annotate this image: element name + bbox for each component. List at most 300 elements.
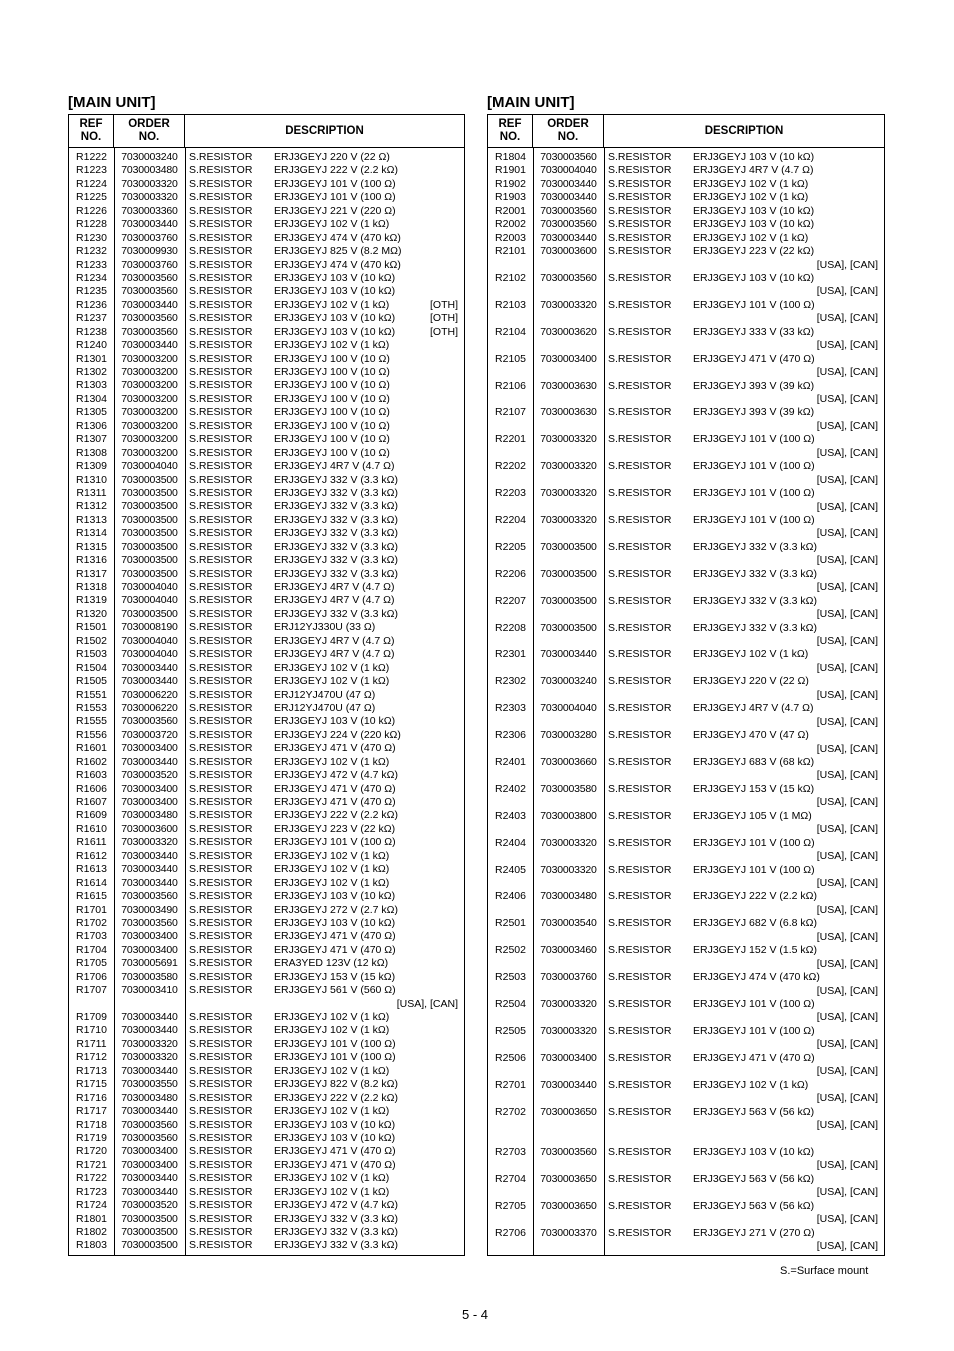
part-description: ERJ3GEYJ 471 V (470 Ω) [274, 1158, 396, 1171]
order-no: 7030003320 [121, 1051, 178, 1064]
region-note: [USA], [CAN] [816, 258, 878, 271]
part-type: S.RESISTOR [189, 1105, 253, 1118]
parts-table-left [68, 114, 465, 1256]
ref-no: R2502 [495, 944, 526, 957]
order-no: 7030003200 [121, 433, 178, 446]
part-type: S.RESISTOR [608, 1199, 672, 1212]
order-no: 7030003500 [121, 1226, 178, 1239]
order-no: 7030003560 [121, 890, 178, 903]
table-row [488, 514, 884, 541]
order-no: 7030003500 [540, 621, 597, 634]
part-description: ERJ3GEYJ 221 V (220 Ω) [274, 204, 396, 217]
part-type: S.RESISTOR [189, 204, 253, 217]
order-no: 7030003480 [540, 890, 597, 903]
part-type: S.RESISTOR [189, 540, 253, 553]
part-type: S.RESISTOR [608, 1105, 672, 1118]
order-no: 7030003600 [540, 245, 597, 258]
order-no: 7030003600 [121, 822, 178, 835]
ref-no: R1235 [76, 285, 107, 298]
part-description: ERJ3GEYJ 4R7 V (4.7 Ω) [693, 164, 814, 177]
table-row [488, 205, 884, 218]
table-row [69, 635, 464, 648]
table-body [69, 148, 464, 1255]
table-row [488, 1025, 884, 1052]
part-description: ERJ3GEYJ 100 V (10 Ω) [274, 352, 390, 365]
order-no: 7030008190 [121, 621, 178, 634]
table-row [488, 191, 884, 204]
part-type: S.RESISTOR [189, 231, 253, 244]
table-row [488, 944, 884, 971]
order-no: 7030003560 [121, 285, 178, 298]
table-row [69, 460, 464, 473]
ref-no: R1225 [76, 191, 107, 204]
order-no: 7030003360 [121, 204, 178, 217]
part-type: S.RESISTOR [608, 325, 672, 338]
table-row [69, 205, 464, 218]
table-row [69, 353, 464, 366]
region-note: [USA], [CAN] [816, 769, 878, 782]
table-row [69, 259, 464, 272]
ref-no: R1721 [76, 1158, 107, 1171]
table-row [488, 595, 884, 622]
part-description: ERJ3GEYJ 100 V (10 Ω) [274, 392, 390, 405]
order-no: 7030003440 [121, 876, 178, 889]
part-type: S.RESISTOR [189, 285, 253, 298]
order-no: 7030003500 [540, 567, 597, 580]
ref-no: R2202 [495, 460, 526, 473]
ref-no: R1233 [76, 258, 107, 271]
ref-no: R2704 [495, 1172, 526, 1185]
table-row [69, 957, 464, 970]
ref-no: R1504 [76, 661, 107, 674]
part-type: S.RESISTOR [189, 1212, 253, 1225]
ref-no: R1722 [76, 1172, 107, 1185]
order-no: 7030003440 [540, 1078, 597, 1091]
table-row [69, 1213, 464, 1226]
table-row [488, 917, 884, 944]
ref-no: R2001 [495, 204, 526, 217]
order-no: 7030004040 [540, 164, 597, 177]
part-description: ERJ12YJ330U (33 Ω) [274, 621, 376, 634]
part-description: ERJ3GEYJ 100 V (10 Ω) [274, 366, 390, 378]
order-no: 7030003440 [121, 1064, 178, 1077]
ref-no: R1313 [76, 513, 107, 526]
part-description: ERJ3GEYJ 103 V (10 kΩ) [274, 890, 396, 903]
part-type: S.RESISTOR [189, 594, 253, 607]
table-row [69, 1051, 464, 1064]
order-no: 7030003480 [121, 1091, 178, 1104]
table-row [69, 1159, 464, 1172]
part-description: ERJ3GEYJ 103 V (10 kΩ) [274, 916, 396, 929]
order-no: 7030003440 [121, 218, 178, 231]
part-description: ERJ3GEYJ 4R7 V (4.7 Ω) [274, 634, 395, 647]
part-type: S.RESISTOR [189, 352, 253, 365]
order-no: 7030003500 [121, 1212, 178, 1225]
table-row [69, 151, 464, 164]
table-row [488, 178, 884, 191]
part-description: ERJ3GEYJ 563 V (56 kΩ) [USA], [CAN] [693, 1105, 878, 1131]
part-type: S.RESISTOR [608, 298, 672, 311]
part-type: S.RESISTOR [189, 1239, 253, 1252]
part-description: ERJ3GEYJ 683 V (68 kΩ) [USA], [CAN] [693, 755, 878, 782]
ref-no: R1903 [495, 191, 526, 204]
part-description: ERJ3GEYJ 100 V (10 Ω) [274, 446, 390, 459]
table-row [69, 299, 464, 312]
part-type: S.RESISTOR [608, 1226, 672, 1239]
table-row [69, 178, 464, 191]
table-row [69, 621, 464, 634]
order-no: 7030003400 [121, 943, 178, 956]
part-description: ERJ3GEYJ 103 V (10 kΩ) [693, 151, 815, 163]
part-type: S.RESISTOR [608, 675, 672, 688]
region-note: [USA], [CAN] [396, 997, 458, 1010]
ref-no: R1804 [495, 151, 526, 163]
ref-no: R1612 [76, 849, 107, 862]
part-description: ERJ3GEYJ 103 V (10 kΩ) [OTH] [274, 312, 458, 325]
region-note: [USA], [CAN] [816, 876, 878, 889]
order-no: 7030003320 [121, 177, 178, 190]
part-description: ERJ3GEYJ 102 V (1 kΩ) [274, 755, 390, 768]
part-description: ERJ3GEYJ 101 V (100 Ω) [274, 191, 396, 204]
order-no: 7030004040 [121, 634, 178, 647]
ref-no: R1305 [76, 406, 107, 419]
part-description: ERJ3GEYJ 332 V (3.3 kΩ) [274, 1239, 398, 1252]
ref-no: R1222 [76, 151, 107, 163]
part-type: S.RESISTOR [189, 876, 253, 889]
order-no: 7030003500 [540, 540, 597, 553]
table-row [69, 836, 464, 849]
order-no: 7030003400 [540, 352, 597, 365]
table-row [69, 1226, 464, 1239]
table-row [488, 272, 884, 299]
part-type: S.RESISTOR [189, 782, 253, 795]
region-note: [USA], [CAN] [816, 527, 878, 540]
order-no: 7030003200 [121, 379, 178, 392]
ref-no: R1240 [76, 339, 107, 352]
part-type: S.RESISTOR [189, 890, 253, 903]
ref-no: R1223 [76, 164, 107, 177]
part-description: ERJ3GEYJ 100 V (10 Ω) [274, 379, 390, 392]
table-row [69, 1199, 464, 1212]
order-no: 7030003650 [540, 1199, 597, 1212]
ref-no: R1232 [76, 245, 107, 258]
region-note: [USA], [CAN] [816, 1038, 878, 1051]
order-no: 7030003280 [540, 729, 597, 742]
order-no: 7030004040 [121, 460, 178, 473]
part-type: S.RESISTOR [189, 728, 253, 741]
table-row [69, 904, 464, 917]
order-no: 7030003320 [121, 1037, 178, 1050]
ref-no: R1704 [76, 943, 107, 956]
ref-no: R2105 [495, 352, 526, 365]
ref-no: R1304 [76, 392, 107, 405]
table-row [69, 594, 464, 607]
order-no: 7030003440 [121, 1105, 178, 1118]
part-type: S.RESISTOR [189, 1011, 253, 1024]
ref-no: R2703 [495, 1145, 526, 1158]
part-type: S.RESISTOR [189, 312, 253, 325]
ref-no: R2003 [495, 231, 526, 244]
table-row [69, 379, 464, 392]
table-row [488, 1146, 884, 1173]
part-description: ERJ3GEYJ 222 V (2.2 kΩ) [274, 809, 398, 822]
part-description: ERJ3GEYJ 103 V (10 kΩ) [693, 218, 815, 231]
region-note: [USA], [CAN] [816, 312, 878, 325]
order-no: 7030003630 [540, 379, 597, 392]
order-no: 7030003440 [121, 849, 178, 862]
ref-no: R2702 [495, 1105, 526, 1118]
table-row [488, 648, 884, 675]
order-no: 7030003320 [121, 191, 178, 204]
ref-no: R1503 [76, 648, 107, 661]
part-type: S.RESISTOR [608, 1078, 672, 1091]
part-type: S.RESISTOR [189, 392, 253, 405]
part-description: ERJ3GEYJ 223 V (22 kΩ) [USA], [CAN] [693, 245, 878, 271]
part-type: S.RESISTOR [189, 1185, 253, 1198]
ref-no: R2206 [495, 567, 526, 580]
part-type: S.RESISTOR [608, 540, 672, 553]
part-description: ERA3YED 123V (12 kΩ) [274, 957, 389, 970]
order-no: 7030004040 [121, 648, 178, 661]
ref-no: R2705 [495, 1199, 526, 1212]
ref-no: R1801 [76, 1212, 107, 1225]
table-row [69, 406, 464, 419]
region-note: [USA], [CAN] [816, 446, 878, 459]
order-no: 7030004040 [540, 702, 597, 715]
ref-no: R2402 [495, 782, 526, 795]
order-no: 7030003320 [540, 1024, 597, 1037]
order-no: 7030003370 [540, 1226, 597, 1239]
table-row [69, 285, 464, 298]
part-type: S.RESISTOR [189, 769, 253, 782]
part-type: S.RESISTOR [189, 258, 253, 271]
table-row [69, 218, 464, 231]
part-type: S.RESISTOR [189, 1199, 253, 1212]
order-no: 7030006220 [121, 701, 178, 714]
table-row [69, 339, 464, 352]
order-no: 7030003650 [540, 1172, 597, 1185]
ref-no: R1224 [76, 177, 107, 190]
part-type: S.RESISTOR [189, 661, 253, 674]
order-no: 7030003400 [121, 782, 178, 795]
part-type: S.RESISTOR [608, 648, 672, 661]
order-no: 7030003480 [121, 809, 178, 822]
part-description: ERJ3GEYJ 102 V (1 kΩ) [274, 675, 390, 688]
part-description: ERJ3GEYJ 105 V (1 MΩ) [USA], [CAN] [693, 809, 878, 836]
part-type: S.RESISTOR [189, 191, 253, 204]
part-type: S.RESISTOR [189, 621, 253, 634]
ref-no: R1310 [76, 473, 107, 486]
table-row [69, 863, 464, 876]
ref-no: R2101 [495, 245, 526, 258]
table-row [488, 729, 884, 756]
part-type: S.RESISTOR [189, 1145, 253, 1158]
table-row [69, 796, 464, 809]
table-row [69, 917, 464, 930]
part-description: ERJ3GEYJ 474 V (470 kΩ) [USA], [CAN] [693, 971, 878, 997]
footnote: S.=Surface mount [780, 1265, 869, 1277]
part-type: S.RESISTOR [608, 594, 672, 607]
ref-no: R1309 [76, 460, 107, 473]
ref-no: R2504 [495, 998, 526, 1010]
part-description: ERJ3GEYJ 101 V (100 Ω) [USA], [CAN] [693, 836, 878, 863]
part-type: S.RESISTOR [189, 715, 253, 728]
part-type: S.RESISTOR [189, 1078, 253, 1091]
part-description: ERJ3GEYJ 102 V (1 kΩ) [693, 231, 809, 244]
part-description: ERJ3GEYJ 152 V (1.5 kΩ) [USA], [CAN] [693, 944, 878, 970]
table-row [69, 1119, 464, 1132]
part-type: S.RESISTOR [608, 917, 672, 930]
order-no: 7030003200 [121, 392, 178, 405]
part-description: ERJ3GEYJ 332 V (3.3 kΩ) [274, 540, 398, 553]
part-description: ERJ3GEYJ 272 V (2.7 kΩ) [274, 903, 398, 916]
order-no: 7030003440 [540, 177, 597, 190]
ref-no: R1314 [76, 527, 107, 540]
part-description: ERJ3GEYJ 471 V (470 Ω) [USA], [CAN] [693, 352, 878, 379]
table-row [69, 500, 464, 513]
ref-no: R1303 [76, 379, 107, 392]
part-description: ERJ3GEYJ 223 V (22 kΩ) [274, 822, 396, 835]
part-description: ERJ3GEYJ 474 V (470 kΩ) [274, 231, 401, 244]
table-row [488, 837, 884, 864]
table-row [69, 1092, 464, 1105]
part-type: S.RESISTOR [608, 729, 672, 742]
table-row [69, 769, 464, 782]
ref-no: R1710 [76, 1024, 107, 1037]
order-no: 7030003440 [121, 339, 178, 352]
part-description: ERJ3GEYJ 332 V (3.3 kΩ) [274, 473, 398, 486]
table-row [488, 1200, 884, 1227]
order-no: 7030003440 [121, 675, 178, 688]
ref-no: R2301 [495, 648, 526, 661]
order-no: 7030003200 [121, 419, 178, 432]
order-no: 7030003500 [121, 486, 178, 499]
part-description: ERJ3GEYJ 101 V (100 Ω) [USA], [CAN] [693, 487, 878, 513]
part-type: S.RESISTOR [189, 554, 253, 567]
order-no: 7030003500 [121, 1239, 178, 1252]
part-type: S.RESISTOR [189, 863, 253, 876]
order-no: 7030003580 [540, 782, 597, 795]
part-type: S.RESISTOR [189, 916, 253, 929]
ref-no: R2505 [495, 1024, 526, 1037]
part-description: ERJ3GEYJ 102 V (1 kΩ) [693, 191, 809, 204]
table-body [488, 148, 884, 1255]
part-type: S.RESISTOR [189, 581, 253, 593]
ref-no: R2102 [495, 271, 526, 284]
header-order-no: ORDER NO. [533, 115, 604, 147]
ref-no: R2501 [495, 917, 526, 930]
part-type: S.RESISTOR [189, 567, 253, 580]
table-row [69, 944, 464, 957]
part-type: S.RESISTOR [608, 151, 672, 163]
table-row [488, 756, 884, 783]
order-no: 7030003240 [540, 675, 597, 688]
table-row [69, 984, 464, 1011]
order-no: 7030003460 [540, 944, 597, 957]
part-type: S.RESISTOR [189, 1118, 253, 1131]
part-description: ERJ3GEYJ 224 V (220 kΩ) [274, 728, 401, 741]
order-no: 7030003320 [540, 298, 597, 311]
order-no: 7030003320 [540, 460, 597, 473]
part-description: ERJ3GEYJ 153 V (15 kΩ) [274, 970, 396, 983]
part-type: S.RESISTOR [189, 366, 253, 378]
table-row [488, 1173, 884, 1200]
part-description: ERJ3GEYJ 332 V (3.3 kΩ) [USA], [CAN] [693, 567, 878, 594]
part-type: S.RESISTOR [608, 702, 672, 715]
part-description: ERJ3GEYJ 100 V (10 Ω) [274, 406, 390, 419]
table-row [69, 890, 464, 903]
ref-no: R2706 [495, 1226, 526, 1239]
order-no: 7030003500 [121, 500, 178, 513]
region-note: [USA], [CAN] [816, 796, 878, 809]
part-type: S.RESISTOR [189, 701, 253, 714]
ref-no: R1320 [76, 607, 107, 620]
part-description: ERJ3GEYJ 103 V (10 kΩ) [274, 1131, 396, 1144]
region-note: [USA], [CAN] [816, 1213, 878, 1226]
region-note: [USA], [CAN] [816, 392, 878, 405]
part-type: S.RESISTOR [189, 527, 253, 540]
region-note: [USA], [CAN] [816, 581, 878, 594]
part-description: ERJ3GEYJ 332 V (3.3 kΩ) [USA], [CAN] [693, 621, 878, 647]
part-type: S.RESISTOR [189, 1051, 253, 1064]
ref-no: R2107 [495, 406, 526, 419]
table-row [69, 474, 464, 487]
order-no: 7030003400 [121, 930, 178, 943]
ref-no: R2405 [495, 863, 526, 876]
part-type: S.RESISTOR [608, 191, 672, 204]
ref-no: R1603 [76, 769, 107, 782]
part-description: ERJ3GEYJ 332 V (3.3 kΩ) [274, 554, 398, 567]
table-row [488, 810, 884, 837]
part-type: S.RESISTOR [189, 1131, 253, 1144]
part-description: ERJ3GEYJ 101 V (100 Ω) [USA], [CAN] [693, 1024, 878, 1051]
table-row [488, 353, 884, 380]
table-row [488, 541, 884, 568]
part-type: S.RESISTOR [189, 755, 253, 768]
ref-no: R1717 [76, 1105, 107, 1118]
ref-no: R1312 [76, 500, 107, 513]
region-note: [USA], [CAN] [816, 1119, 878, 1131]
ref-no: R2403 [495, 809, 526, 822]
table-row [488, 702, 884, 729]
ref-no: R1711 [76, 1037, 107, 1050]
part-description: ERJ3GEYJ 102 V (1 kΩ) [OTH] [274, 298, 458, 311]
part-type: S.RESISTOR [608, 487, 672, 500]
part-type: S.RESISTOR [189, 1091, 253, 1104]
ref-no: R1803 [76, 1239, 107, 1252]
ref-no: R1701 [76, 903, 107, 916]
part-type: S.RESISTOR [608, 352, 672, 365]
part-description: ERJ3GEYJ 103 V (10 kΩ) [693, 204, 815, 217]
part-type: S.RESISTOR [189, 460, 253, 473]
region-note: [USA], [CAN] [816, 1065, 878, 1078]
table-row [488, 1227, 884, 1254]
table-row [69, 581, 464, 594]
order-no: 7030003760 [121, 231, 178, 244]
part-description: ERJ3GEYJ 4R7 V (4.7 Ω) [274, 581, 395, 593]
table-row [69, 393, 464, 406]
part-description: ERJ3GEYJ 332 V (3.3 kΩ) [274, 527, 398, 540]
ref-no: R2302 [495, 675, 526, 688]
part-description: ERJ3GEYJ 471 V (470 Ω) [274, 742, 396, 755]
table-row [69, 971, 464, 984]
part-description: ERJ3GEYJ 103 V (10 kΩ) [OTH] [274, 325, 458, 338]
table-row [488, 971, 884, 998]
part-description: ERJ3GEYJ 101 V (100 Ω) [274, 1037, 396, 1050]
table-row [488, 326, 884, 353]
part-type: S.RESISTOR [189, 836, 253, 849]
region-note: [USA], [CAN] [816, 742, 878, 755]
